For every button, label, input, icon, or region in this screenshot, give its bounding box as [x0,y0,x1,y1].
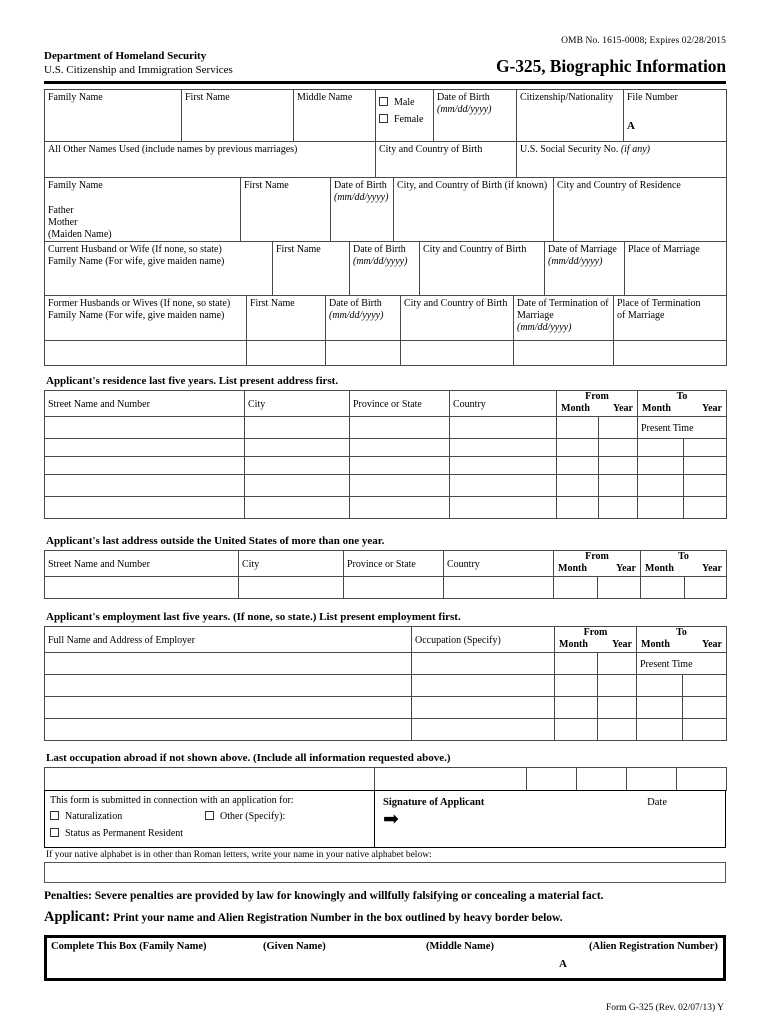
table-cell[interactable] [412,719,555,741]
spouse-cell-city-country-birth[interactable]: City and Country of Birth [420,242,545,296]
cell-first-name[interactable]: First Name [182,90,294,142]
table-cell[interactable] [638,439,684,457]
complete-box-given-name-label: (Given Name) [263,941,326,952]
table-cell[interactable] [45,475,245,497]
table-cell[interactable] [557,417,599,439]
spouse-cell-dob[interactable]: Date of Birth (mm/dd/yyyy) [350,242,420,296]
table-cell[interactable] [637,719,683,741]
residence-to-header: To Month Year [638,391,727,417]
penalties-text: Penalties: Severe penalties are provided by law for knowingly and willfully falsifying or concealing a material fact. [44,890,604,902]
application-for-intro: This form is submitted in connection with an application for: [50,795,294,806]
application-for-block [45,791,375,847]
table-row [45,475,727,497]
table-cell[interactable] [685,577,727,599]
table-cell[interactable] [450,439,557,457]
table-cell[interactable] [557,439,599,457]
table-row [45,577,727,599]
table-cell[interactable] [554,577,598,599]
residence-present-time: Present Time [638,417,727,439]
agency-name: Department of Homeland Security [44,50,207,62]
cell-family-name[interactable]: Family Name [45,90,182,142]
table-cell[interactable] [555,675,598,697]
cell-file-number[interactable]: File Number A [624,90,727,142]
spouse-cell-first-name[interactable]: First Name [273,242,350,296]
application-checkbox-row [50,808,369,825]
table-row [45,417,727,439]
parents-col-family-name: Family Name Father Mother (Maiden Name) [45,178,241,242]
table-cell[interactable] [637,697,683,719]
table-cell[interactable] [45,675,412,697]
sex-male-option[interactable]: Male [379,94,430,111]
table-cell[interactable] [557,457,599,475]
table-row [45,719,727,741]
table-cell[interactable] [45,719,412,741]
former-spouse-cell-date-termination[interactable]: Date of Termination of Marriage (mm/dd/yyyy) [514,296,614,341]
employment-col-occupation: Occupation (Specify) [412,627,555,653]
table-cell[interactable] [555,697,598,719]
table-cell[interactable] [45,457,245,475]
application-signature-block [44,790,726,848]
table-cell[interactable] [245,475,350,497]
parents-row-father: Father [48,205,74,216]
last-address-table [44,550,727,599]
table-cell[interactable] [45,341,247,366]
last-occupation-table [44,767,727,791]
table-cell[interactable] [450,475,557,497]
table-row [45,439,727,457]
omb-notice: OMB No. 1615-0008; Expires 02/28/2015 [561,36,726,46]
signature-block [375,791,725,847]
former-spouse-blank-row [45,341,727,366]
last-occupation-caption: Last occupation abroad if not shown above. (Include all information requested above.) [46,752,451,764]
applicant-rest: Print your name and Alien Registration Number in the box outlined by heavy border below. [113,912,563,924]
table-row [45,697,727,719]
table-cell[interactable] [599,439,638,457]
table-cell[interactable] [555,719,598,741]
employment-col-employer: Full Name and Address of Employer [45,627,412,653]
employment-caption: Applicant's employment last five years. (If none, so state.) List present employment first. [46,611,461,623]
form-header [44,49,726,77]
former-spouse-cell-city-country-birth[interactable]: City and Country of Birth [401,296,514,341]
table-row [45,675,727,697]
table-cell[interactable] [247,341,326,366]
table-cell[interactable] [638,475,684,497]
native-alphabet-instruction: If your native alphabet is in other than Roman letters, write your name in your native alphabet below: [46,850,432,860]
table-cell[interactable] [683,697,727,719]
residence-col-city: City [245,391,350,417]
residence-caption: Applicant's residence last five years. List present address first. [46,375,339,387]
page-title: G-325, Biographic Information [496,56,726,76]
table-cell[interactable] [627,768,677,791]
table-cell[interactable] [684,475,727,497]
table-cell[interactable] [638,497,684,519]
table-cell[interactable] [450,497,557,519]
cell-citizenship[interactable]: Citizenship/Nationality [517,90,624,142]
last-address-from-header: From Month Year [554,551,641,577]
table-cell[interactable] [245,417,350,439]
table-cell[interactable] [638,457,684,475]
agency-subname: U.S. Citizenship and Immigration Services [44,64,233,76]
checkbox-male-icon[interactable] [379,97,388,106]
table-cell[interactable] [412,653,555,675]
last-address-col-city: City [239,551,344,577]
checkbox-naturalization-icon[interactable] [50,811,59,820]
checkbox-female-icon[interactable] [379,114,388,123]
table-cell[interactable] [450,457,557,475]
table-cell[interactable] [344,577,444,599]
table-cell[interactable] [641,577,685,599]
table-cell[interactable] [45,577,239,599]
table-cell[interactable] [245,439,350,457]
table-cell[interactable] [45,768,375,791]
parents-cell-city-country-birth[interactable]: City, and Country of Birth (if known) [394,178,554,242]
former-spouse-table [44,295,727,366]
table-cell[interactable] [350,497,450,519]
residence-col-country: Country [450,391,557,417]
table-cell[interactable] [598,675,637,697]
table-cell[interactable] [450,417,557,439]
cell-other-names[interactable]: All Other Names Used (include names by previous marriages) [45,142,376,178]
former-spouse-cell-place-termination[interactable]: Place of Termination of Marriage [614,296,727,341]
header-divider [44,81,726,84]
table-cell[interactable] [350,439,450,457]
table-cell[interactable] [350,417,450,439]
parents-cell-first-name[interactable]: First Name [241,178,331,242]
spouse-cell-place-marriage[interactable]: Place of Marriage [625,242,727,296]
table-cell[interactable] [245,497,350,519]
signature-date-label: Date [647,797,667,808]
table-cell[interactable] [683,675,727,697]
table-cell[interactable] [684,439,727,457]
complete-box-family-name-label: Complete This Box (Family Name) [51,941,207,952]
checkbox-permanent-resident-icon[interactable] [50,828,59,837]
table-cell[interactable] [598,577,641,599]
parents-cell-dob[interactable]: Date of Birth (mm/dd/yyyy) [331,178,394,242]
cell-middle-name[interactable]: Middle Name [294,90,376,142]
table-cell[interactable] [45,697,412,719]
table-cell[interactable] [350,457,450,475]
table-cell[interactable] [45,653,412,675]
residence-col-province: Province or State [350,391,450,417]
signature-label: Signature of Applicant [383,797,485,808]
table-cell[interactable] [599,457,638,475]
table-cell[interactable] [45,497,245,519]
checkbox-other-icon[interactable] [205,811,214,820]
table-cell[interactable] [683,719,727,741]
table-cell[interactable] [598,719,637,741]
applicant-instruction [44,909,726,926]
table-cell[interactable] [598,697,637,719]
identity-table [44,89,727,178]
parents-table [44,177,727,242]
cell-ssn[interactable]: U.S. Social Security No. (if any) [517,142,727,178]
table-cell[interactable] [557,475,599,497]
table-cell[interactable] [599,475,638,497]
table-cell[interactable] [599,497,638,519]
residence-from-header: From Month Year [557,391,638,417]
last-address-col-country: Country [444,551,554,577]
parents-row-maiden: (Maiden Name) [48,229,112,240]
table-cell[interactable] [684,457,727,475]
table-cell[interactable] [514,341,614,366]
cell-sex [376,90,434,142]
table-cell[interactable] [527,768,577,791]
table-row [45,457,727,475]
table-cell[interactable] [677,768,727,791]
table-cell[interactable] [684,497,727,519]
table-cell[interactable] [555,653,598,675]
sex-female-option[interactable]: Female [379,111,430,128]
complete-this-box[interactable] [44,935,726,981]
parents-row-mother: Mother [48,217,78,228]
current-spouse-table [44,241,727,296]
table-cell[interactable] [444,577,554,599]
agency-block [44,49,233,77]
employment-present-time: Present Time [637,653,727,675]
former-spouse-cell-first-name[interactable]: First Name [247,296,326,341]
last-address-col-street: Street Name and Number [45,551,239,577]
employment-to-header: To Month Year [637,627,727,653]
complete-box-a-prefix: A [559,958,567,970]
option-naturalization[interactable]: Naturalization [50,808,205,825]
table-cell[interactable] [45,439,245,457]
complete-box-middle-name-label: (Middle Name) [426,941,494,952]
table-cell[interactable] [245,457,350,475]
option-other[interactable]: Other (Specify): [205,808,285,825]
table-cell[interactable] [557,497,599,519]
former-spouse-cell-dob[interactable]: Date of Birth (mm/dd/yyyy) [326,296,401,341]
residence-table [44,390,727,519]
residence-col-street: Street Name and Number [45,391,245,417]
native-alphabet-input[interactable] [44,862,726,883]
table-row [45,497,727,519]
cell-date-of-birth[interactable]: Date of Birth (mm/dd/yyyy) [434,90,517,142]
cell-city-country-birth[interactable]: City and Country of Birth [376,142,517,178]
last-address-to-header: To Month Year [641,551,727,577]
parents-cell-city-country-residence[interactable]: City and Country of Residence [554,178,727,242]
spouse-cell-date-marriage[interactable]: Date of Marriage (mm/dd/yyyy) [545,242,625,296]
former-spouse-cell-name[interactable]: Former Husbands or Wives (If none, so state) Family Name (For wife, give maiden name) [45,296,247,341]
form-footer: Form G-325 (Rev. 02/07/13) Y [605,1003,724,1013]
signature-arrow-icon: ➡ [383,809,399,830]
option-permanent-resident[interactable]: Status as Permanent Resident [50,825,369,842]
complete-box-alien-number-label: (Alien Registration Number) [589,941,718,952]
table-cell[interactable] [375,768,527,791]
table-cell[interactable] [614,341,727,366]
table-row [45,653,727,675]
table-cell[interactable] [401,341,514,366]
last-address-caption: Applicant's last address outside the United States of more than one year. [46,535,385,547]
table-cell[interactable] [598,653,637,675]
table-cell[interactable] [412,675,555,697]
table-cell[interactable] [239,577,344,599]
employment-from-header: From Month Year [555,627,637,653]
employment-table [44,626,727,741]
table-cell[interactable] [577,768,627,791]
table-cell[interactable] [350,475,450,497]
table-row [45,768,727,791]
spouse-cell-name[interactable]: Current Husband or Wife (If none, so state) Family Name (For wife, give maiden name) [45,242,273,296]
table-cell[interactable] [412,697,555,719]
table-cell[interactable] [637,675,683,697]
table-cell[interactable] [45,417,245,439]
last-address-col-province: Province or State [344,551,444,577]
table-cell[interactable] [326,341,401,366]
table-cell[interactable] [599,417,638,439]
applicant-lead: Applicant: [44,909,111,925]
